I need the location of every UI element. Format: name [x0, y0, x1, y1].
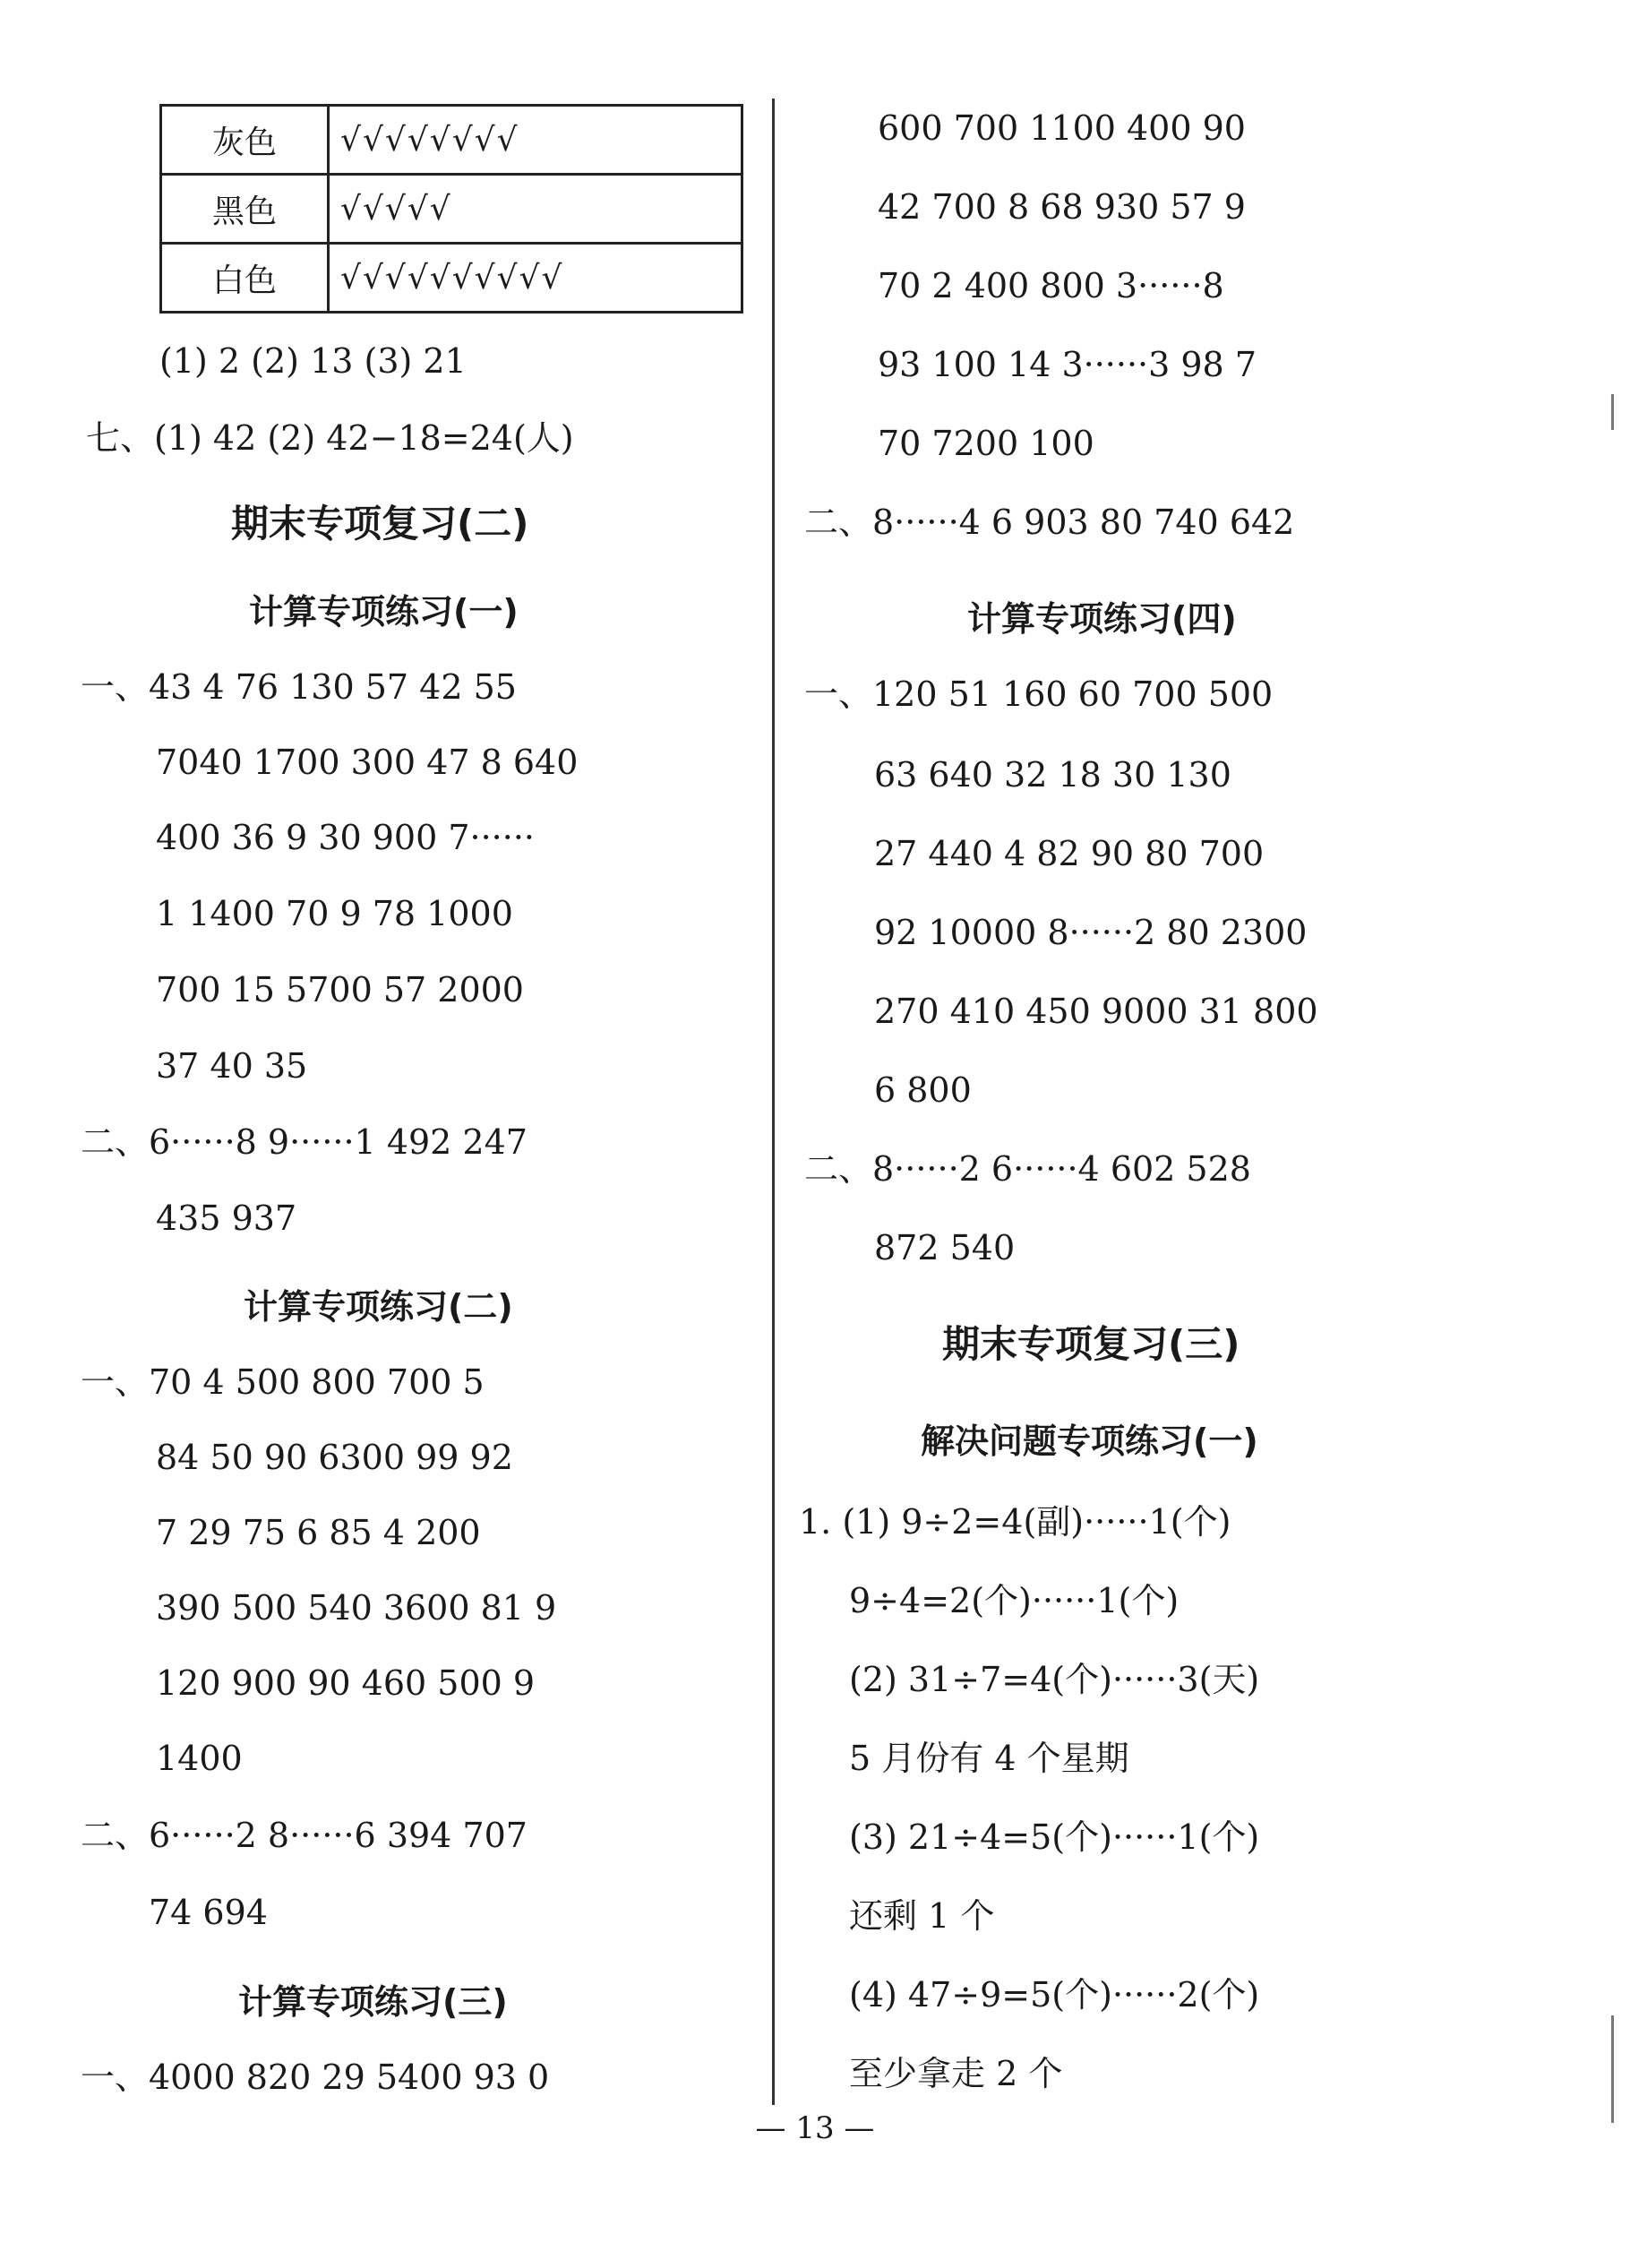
page-number: — 13 —: [755, 2110, 875, 2146]
answer-line: 二、6······8 9······1 492 247: [81, 1122, 528, 1162]
section-heading: 期末专项复习(三): [942, 1322, 1240, 1366]
answer-line: 至少拿走 2 个: [849, 2054, 1063, 2093]
table-row: [161, 244, 742, 313]
answer-line: 270 410 450 9000 31 800: [874, 992, 1318, 1031]
color-cell: 灰色: [161, 106, 329, 175]
answer-line: 1 1400 70 9 78 1000: [156, 894, 513, 933]
answer-line: 400 36 9 30 900 7······: [156, 818, 535, 857]
answer-line: 600 700 1100 400 90: [878, 108, 1246, 148]
answer-line: (3) 21÷4=5(个)······1(个): [849, 1817, 1260, 1857]
answer-line: 七、(1) 42 (2) 42−18=24(人): [86, 418, 574, 458]
column-divider: [772, 99, 775, 2105]
color-cell: 白色: [161, 244, 329, 313]
subsection-heading: 解决问题专项练习(一): [921, 1422, 1258, 1461]
answer-line: 92 10000 8······2 80 2300: [874, 913, 1308, 952]
answer-line: 7040 1700 300 47 8 640: [156, 743, 579, 782]
answer-line: 9÷4=2(个)······1(个): [849, 1581, 1180, 1620]
section-heading: 期末专项复习(二): [231, 502, 529, 546]
table-row: [161, 106, 742, 175]
answer-line: 435 937: [156, 1198, 297, 1238]
answer-line: (4) 47÷9=5(个)······2(个): [849, 1975, 1260, 2015]
subsection-heading: 计算专项练习(三): [238, 1982, 508, 2022]
answer-line: 74 694: [149, 1893, 268, 1932]
answer-line: 一、4000 820 29 5400 93 0: [81, 2058, 550, 2097]
answer-line: 42 700 8 68 930 57 9: [878, 187, 1246, 227]
tally-table: [159, 104, 743, 314]
answer-line: 6 800: [874, 1070, 972, 1110]
answer-line: 二、6······2 8······6 394 707: [81, 1816, 528, 1855]
answer-line: 一、120 51 160 60 700 500: [804, 674, 1274, 714]
answer-line: (1) 2 (2) 13 (3) 21: [159, 341, 467, 381]
color-cell: 黑色: [161, 175, 329, 244]
marks-cell: √√√√√√√√: [329, 106, 742, 175]
answer-line: 93 100 14 3······3 98 7: [878, 345, 1257, 384]
answer-line: 1400: [156, 1739, 243, 1778]
subsection-heading: 计算专项练习(一): [249, 592, 519, 631]
answer-line: 还剩 1 个: [849, 1896, 995, 1936]
answer-line: 84 50 90 6300 99 92: [156, 1438, 513, 1477]
answer-line: 37 40 35: [156, 1046, 308, 1086]
answer-line: 70 2 400 800 3······8: [878, 266, 1224, 305]
answer-line: 5 月份有 4 个星期: [849, 1739, 1129, 1778]
answer-line: 一、70 4 500 800 700 5: [81, 1362, 485, 1402]
answer-line: 390 500 540 3600 81 9: [156, 1588, 557, 1628]
answer-line: (2) 31÷7=4(个)······3(天): [849, 1660, 1260, 1699]
answer-line: 120 900 90 460 500 9: [156, 1663, 536, 1703]
answer-line: 872 540: [874, 1228, 1016, 1267]
answer-line: 一、43 4 76 130 57 42 55: [81, 667, 517, 707]
subsection-heading: 计算专项练习(四): [967, 599, 1237, 639]
subsection-heading: 计算专项练习(二): [244, 1287, 513, 1327]
answer-line: 二、8······4 6 903 80 740 642: [804, 503, 1295, 542]
answer-line: 1. (1) 9÷2=4(副)······1(个): [799, 1502, 1231, 1542]
answer-line: 7 29 75 6 85 4 200: [156, 1513, 481, 1552]
answer-line: 二、8······2 6······4 602 528: [804, 1149, 1251, 1189]
table-row: [161, 175, 742, 244]
answer-line: 700 15 5700 57 2000: [156, 970, 524, 1009]
marks-cell: √√√√√: [329, 175, 742, 244]
scan-edge-mark: [1611, 394, 1614, 430]
scan-edge-mark: [1611, 2015, 1614, 2123]
answer-line: 27 440 4 82 90 80 700: [874, 834, 1265, 873]
answer-line: 63 640 32 18 30 130: [874, 755, 1231, 795]
marks-cell: √√√√√√√√√√: [329, 244, 742, 313]
answer-line: 70 7200 100: [878, 424, 1094, 463]
